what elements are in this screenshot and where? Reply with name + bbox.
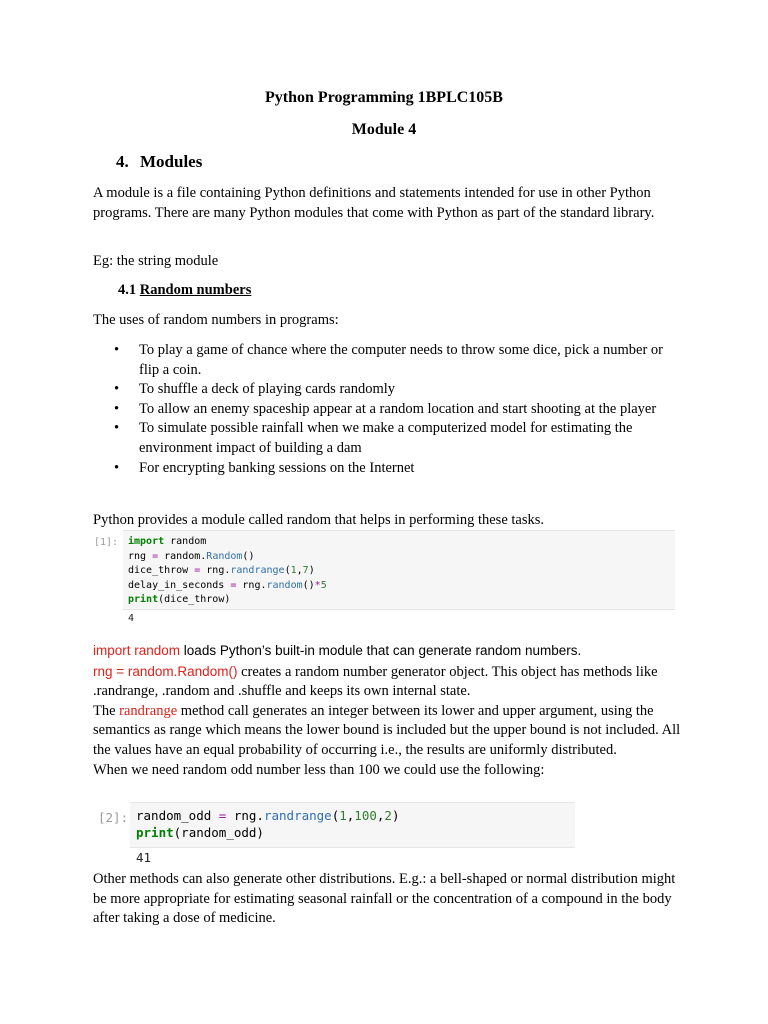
bullet-icon: • [114, 459, 120, 476]
explanation-line-3: The randrange method call generates an integer between its lower and upper argument, using the semantics as range which means the lower bound is included but the upper bound is not included. All the values have an equal probability of occurring i.e., the results are uniformly distributed. [93, 702, 681, 758]
list-item [93, 380, 683, 400]
section-heading [116, 152, 202, 172]
list-item-text: To shuffle a deck of playing cards randomly [139, 381, 396, 398]
code-cell-2-source: random_odd = rng.randrange(1,100,2) print(random_odd) [136, 808, 400, 840]
list-item [93, 400, 683, 420]
bullet-icon: • [114, 342, 120, 358]
section-title: Modules [140, 152, 203, 171]
course-title: Python Programming 1BPLC105B [265, 89, 503, 106]
explanation-block [93, 641, 683, 780]
list-item-text: For encrypting banking sessions on the Internet [139, 459, 415, 476]
uses-intro: The uses of random numbers in programs: [93, 312, 339, 328]
intro-example: Eg: the string module [93, 253, 219, 269]
bullet-icon: • [114, 381, 120, 398]
module-intro: Python provides a module called random that helps in performing these tasks. [93, 512, 545, 528]
code-cell-1-output: 4 [128, 613, 135, 624]
code-cell-2-output: 41 [136, 850, 152, 865]
explanation-line-1: import random loads Python’s built-in module that can generate random numbers. [93, 643, 582, 658]
explanation-line-4: When we need random odd number less than 100 we could use the following: [93, 761, 545, 778]
closing-paragraph: Other methods can also generate other distributions. E.g.: a bell-shaped or normal distribution might be more appropriate for estimating seasonal rainfall or the concentration of a compound in the body after taking a dose of medicine. [93, 871, 676, 927]
bullet-icon: • [114, 420, 120, 437]
subsection-heading [118, 282, 251, 299]
list-item [93, 459, 683, 479]
code-cell-1[interactable] [123, 530, 675, 610]
list-item-text: To allow an enemy spaceship appear at a random location and start shooting at the player [139, 400, 657, 417]
section-number: 4. [116, 152, 129, 171]
module-title: Module 4 [351, 121, 417, 138]
code-cell-2-prompt: [2]: [98, 810, 129, 825]
list-item-text: To simulate possible rainfall when we make a computerized model for estimating the environment impact of building a dam [139, 420, 633, 456]
list-item [93, 341, 683, 380]
code-cell-2[interactable] [130, 802, 575, 848]
code-cell-1-source: import random rng = random.Random() dice_throw = rng.randrange(1,7) delay_in_seconds = rng.random()*5 print(dice_throw) [128, 536, 327, 606]
bullet-icon: • [114, 400, 120, 417]
explanation-line-2: rng = random.Random() creates a random number generator object. This object has methods like .randrange, .random and .shuffle and keeps its own internal state. [93, 663, 658, 700]
subsection-number: 4.1 [118, 282, 137, 298]
list-item-text: To play a game of chance where the computer needs to throw some dice, pick a number or flip a coin. [139, 342, 664, 378]
code-cell-1-prompt: [1]: [94, 537, 119, 548]
subsection-title: Random numbers [139, 282, 252, 298]
list-item [93, 419, 683, 458]
uses-list [93, 341, 683, 478]
intro-paragraph: A module is a file containing Python definitions and statements intended for use in other Python programs. There are many Python modules that come with Python as part of the standard library. [93, 185, 655, 221]
